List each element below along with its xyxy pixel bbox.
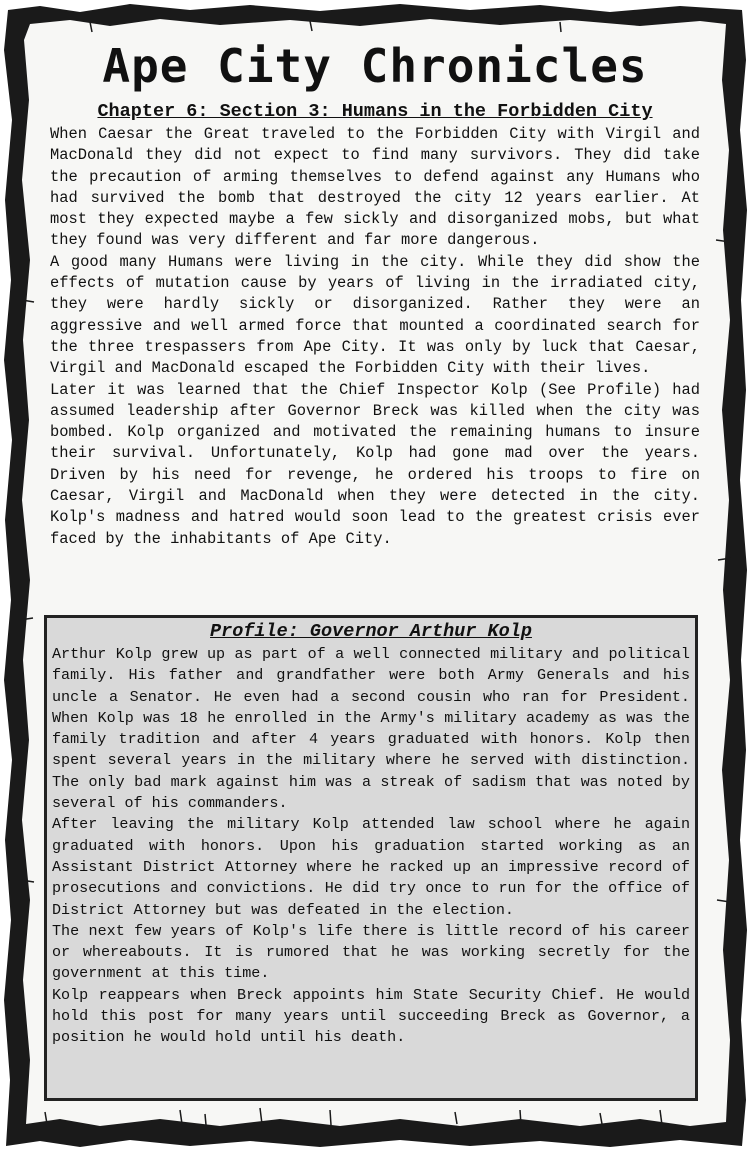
profile-body [52, 644, 690, 1049]
chapter-body [50, 124, 700, 550]
profile-title: Profile: Governor Arthur Kolp [210, 621, 532, 642]
body-paragraph: When Caesar the Great traveled to the Forbidden City with Virgil and MacDonald they did not expect to find many survivors. They did take the precaution of arming themselves to defend against any Humans who had survived the bomb that destroyed the city 12 years earlier. At most they expected maybe a few sickly and disorganized mobs, but what they found was very different and far more dangerous. [50, 125, 700, 250]
profile-sidebar [44, 615, 698, 1101]
profile-paragraph: Kolp reappears when Breck appoints him State Security Chief. He would hold this post for many years until succeeding Breck as Governor, a position he would hold until his death. [52, 985, 690, 1047]
profile-paragraph: The next few years of Kolp's life there is little record of his career or whereabouts. It is rumored that he was working secretly for the government at this time. [52, 921, 690, 983]
profile-paragraph: After leaving the military Kolp attended law school where he again graduated with honors. Upon his graduation started working as an Assistant District Attorney where he racked up an impressive record of prosecutions and convictions. He did try once to run for the office of District Attorney but was defeated in the election. [52, 815, 690, 919]
body-paragraph: A good many Humans were living in the city. While they did show the effects of mutation cause by years of living in the irradiated city, they were hardly sickly or disorganized. Rather they were an aggressive and well armed force that mounted a coordinated search for the three trespassers from Ape City. It was only by luck that Caesar, Virgil and MacDonald escaped the Forbidden City with their lives. [50, 252, 700, 378]
chapter-heading: Chapter 6: Section 3: Humans in the Forbidden City [97, 101, 653, 122]
document-title: Ape City Chronicles [102, 39, 648, 93]
body-paragraph: Later it was learned that the Chief Inspector Kolp (See Profile) had assumed leadership after Governor Breck was killed when the city was bombed. Kolp organized and motivated the remaining humans to insure their survival. Unfortunately, Kolp had gone mad over the years. Driven by his need for revenge, he ordered his troops to fire on Caesar, Virgil and MacDonald when they were detected in the city. Kolp's madness and hatred would soon lead to the greatest crisis ever faced by the inhabitants of Ape City. [50, 380, 700, 548]
profile-paragraph: Arthur Kolp grew up as part of a well connected military and political family. His father and grandfather were both Army Generals and his uncle a Senator. He even had a second cousin who ran for President. When Kolp was 18 he enrolled in the Army's military academy as was the family tradition and after 4 years graduated with honors. Kolp then spent several years in the military where he served with distinction. The only bad mark against him was a streak of sadism that was noted by several of his commanders. [52, 645, 690, 813]
